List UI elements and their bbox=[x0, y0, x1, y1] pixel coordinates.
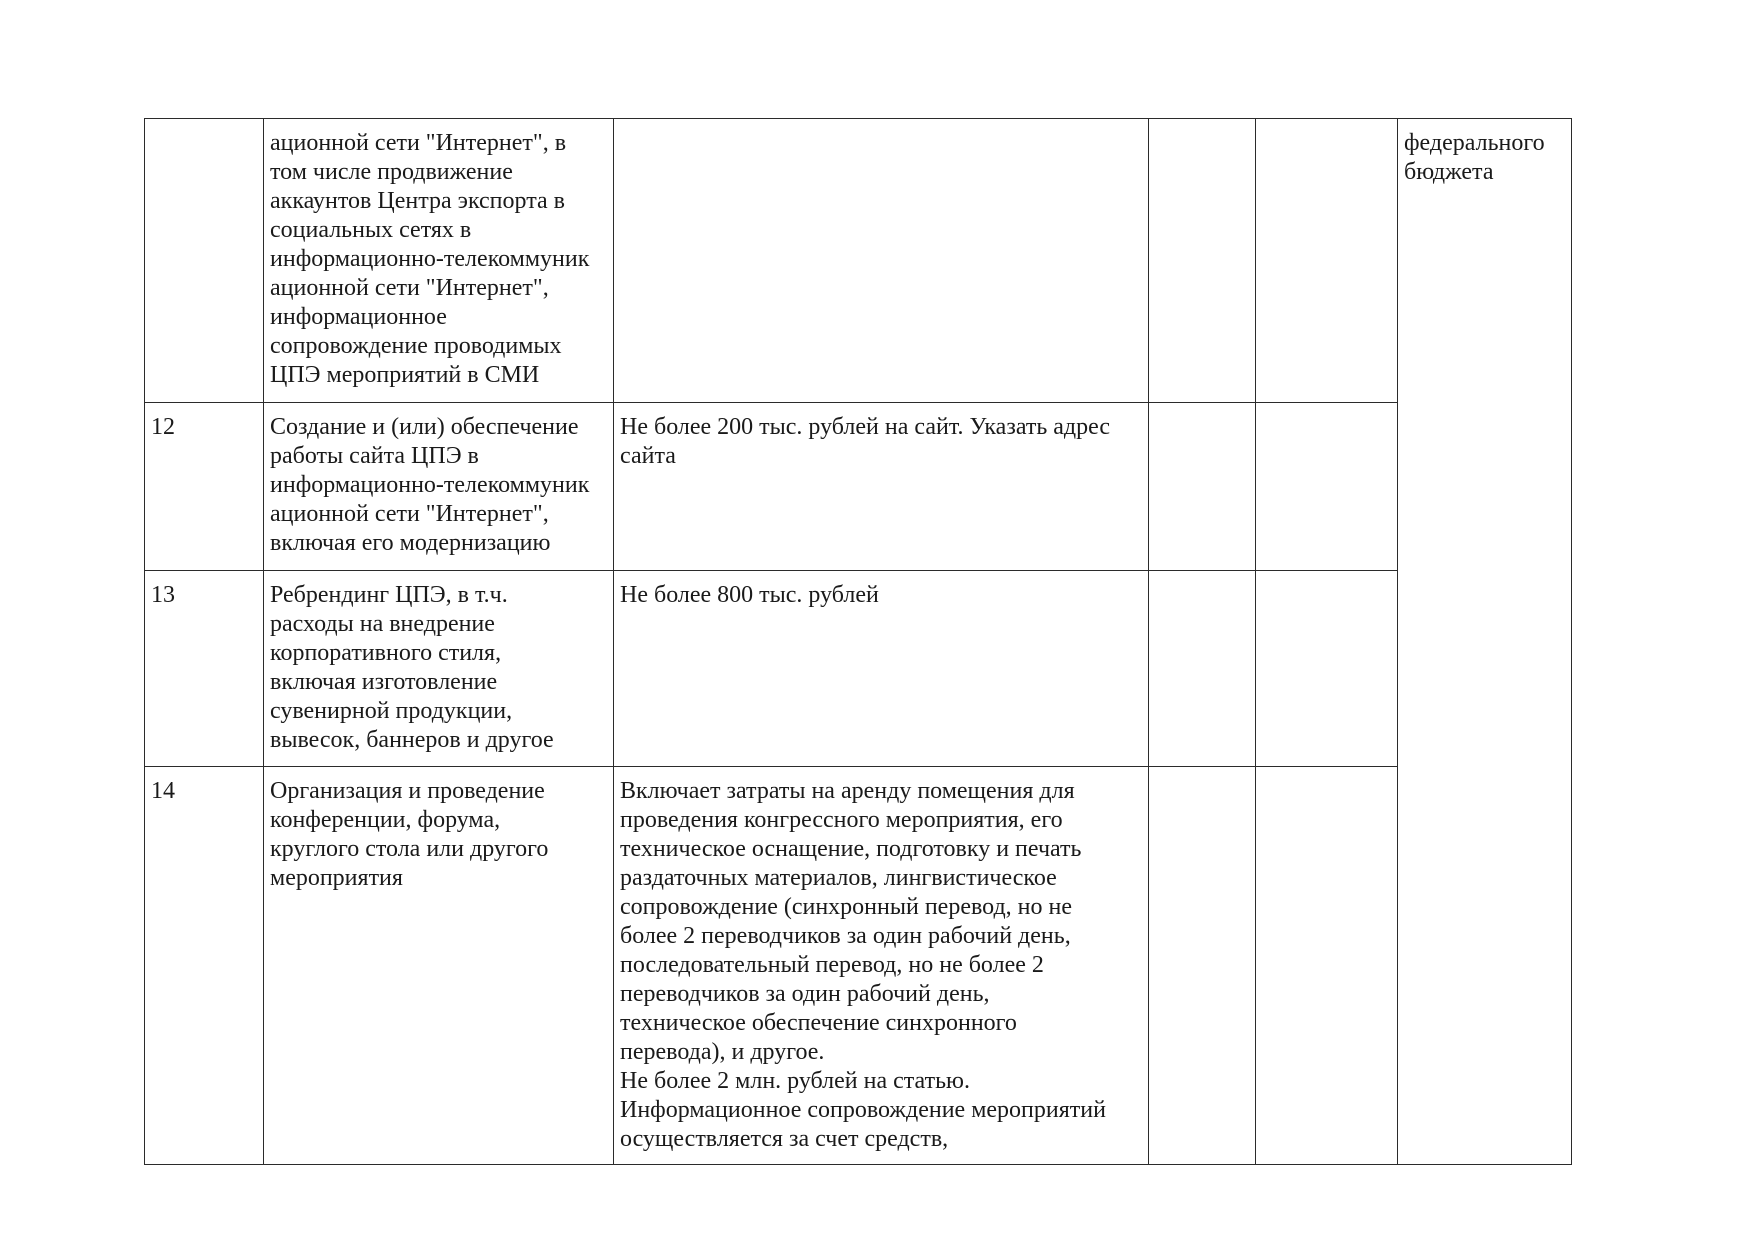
condition-cell: Не более 800 тыс. рублей bbox=[614, 571, 1149, 767]
table-row bbox=[145, 119, 1572, 403]
condition-cell: Не более 200 тыс. рублей на сайт. Указать адрес сайта bbox=[614, 403, 1149, 571]
row-number-cell: 12 bbox=[145, 403, 264, 571]
row-number-cell: 14 bbox=[145, 767, 264, 1165]
empty-cell bbox=[1149, 119, 1256, 403]
item-name-cell: Организация и проведение конференции, форума, круглого стола или другого мероприятия bbox=[264, 767, 614, 1165]
item-name-cell: Создание и (или) обеспечение работы сайта ЦПЭ в информационно-телекоммуник ационной сети "Интернет", включая его модернизацию bbox=[264, 403, 614, 571]
funding-source-cell: федерального бюджета bbox=[1398, 119, 1572, 1165]
item-name-cell: Ребрендинг ЦПЭ, в т.ч. расходы на внедрение корпоративного стиля, включая изготовление сувенирной продукции, вывесок, баннеров и другое bbox=[264, 571, 614, 767]
empty-cell bbox=[1149, 767, 1256, 1165]
row-number-cell: 13 bbox=[145, 571, 264, 767]
empty-cell bbox=[1256, 403, 1398, 571]
item-name-cell: ационной сети "Интернет", в том числе продвижение аккаунтов Центра экспорта в социальных сетях в информационно-телекоммуник ационной сети "Интернет", информационное сопровождение проводимых ЦПЭ мероприятий в СМИ bbox=[264, 119, 614, 403]
empty-cell bbox=[1149, 571, 1256, 767]
table-row bbox=[145, 571, 1572, 767]
row-number-cell bbox=[145, 119, 264, 403]
condition-cell bbox=[614, 119, 1149, 403]
empty-cell bbox=[1256, 119, 1398, 403]
expense-table bbox=[144, 118, 1572, 1165]
table-row bbox=[145, 403, 1572, 571]
condition-cell: Включает затраты на аренду помещения для проведения конгрессного мероприятия, его техническое оснащение, подготовку и печать раздаточных материалов, лингвистическое сопровождение (синхронный перевод, но не более 2 переводчиков за один рабочий день, последовательный перевод, но не более 2 переводчиков за один рабочий день, техническое обеспечение синхронного перевода), и другое. Не более 2 млн. рублей на статью. Информационное сопровождение мероприятий осуществляется за счет средств, bbox=[614, 767, 1149, 1165]
empty-cell bbox=[1149, 403, 1256, 571]
empty-cell bbox=[1256, 767, 1398, 1165]
empty-cell bbox=[1256, 571, 1398, 767]
table-row bbox=[145, 767, 1572, 1165]
